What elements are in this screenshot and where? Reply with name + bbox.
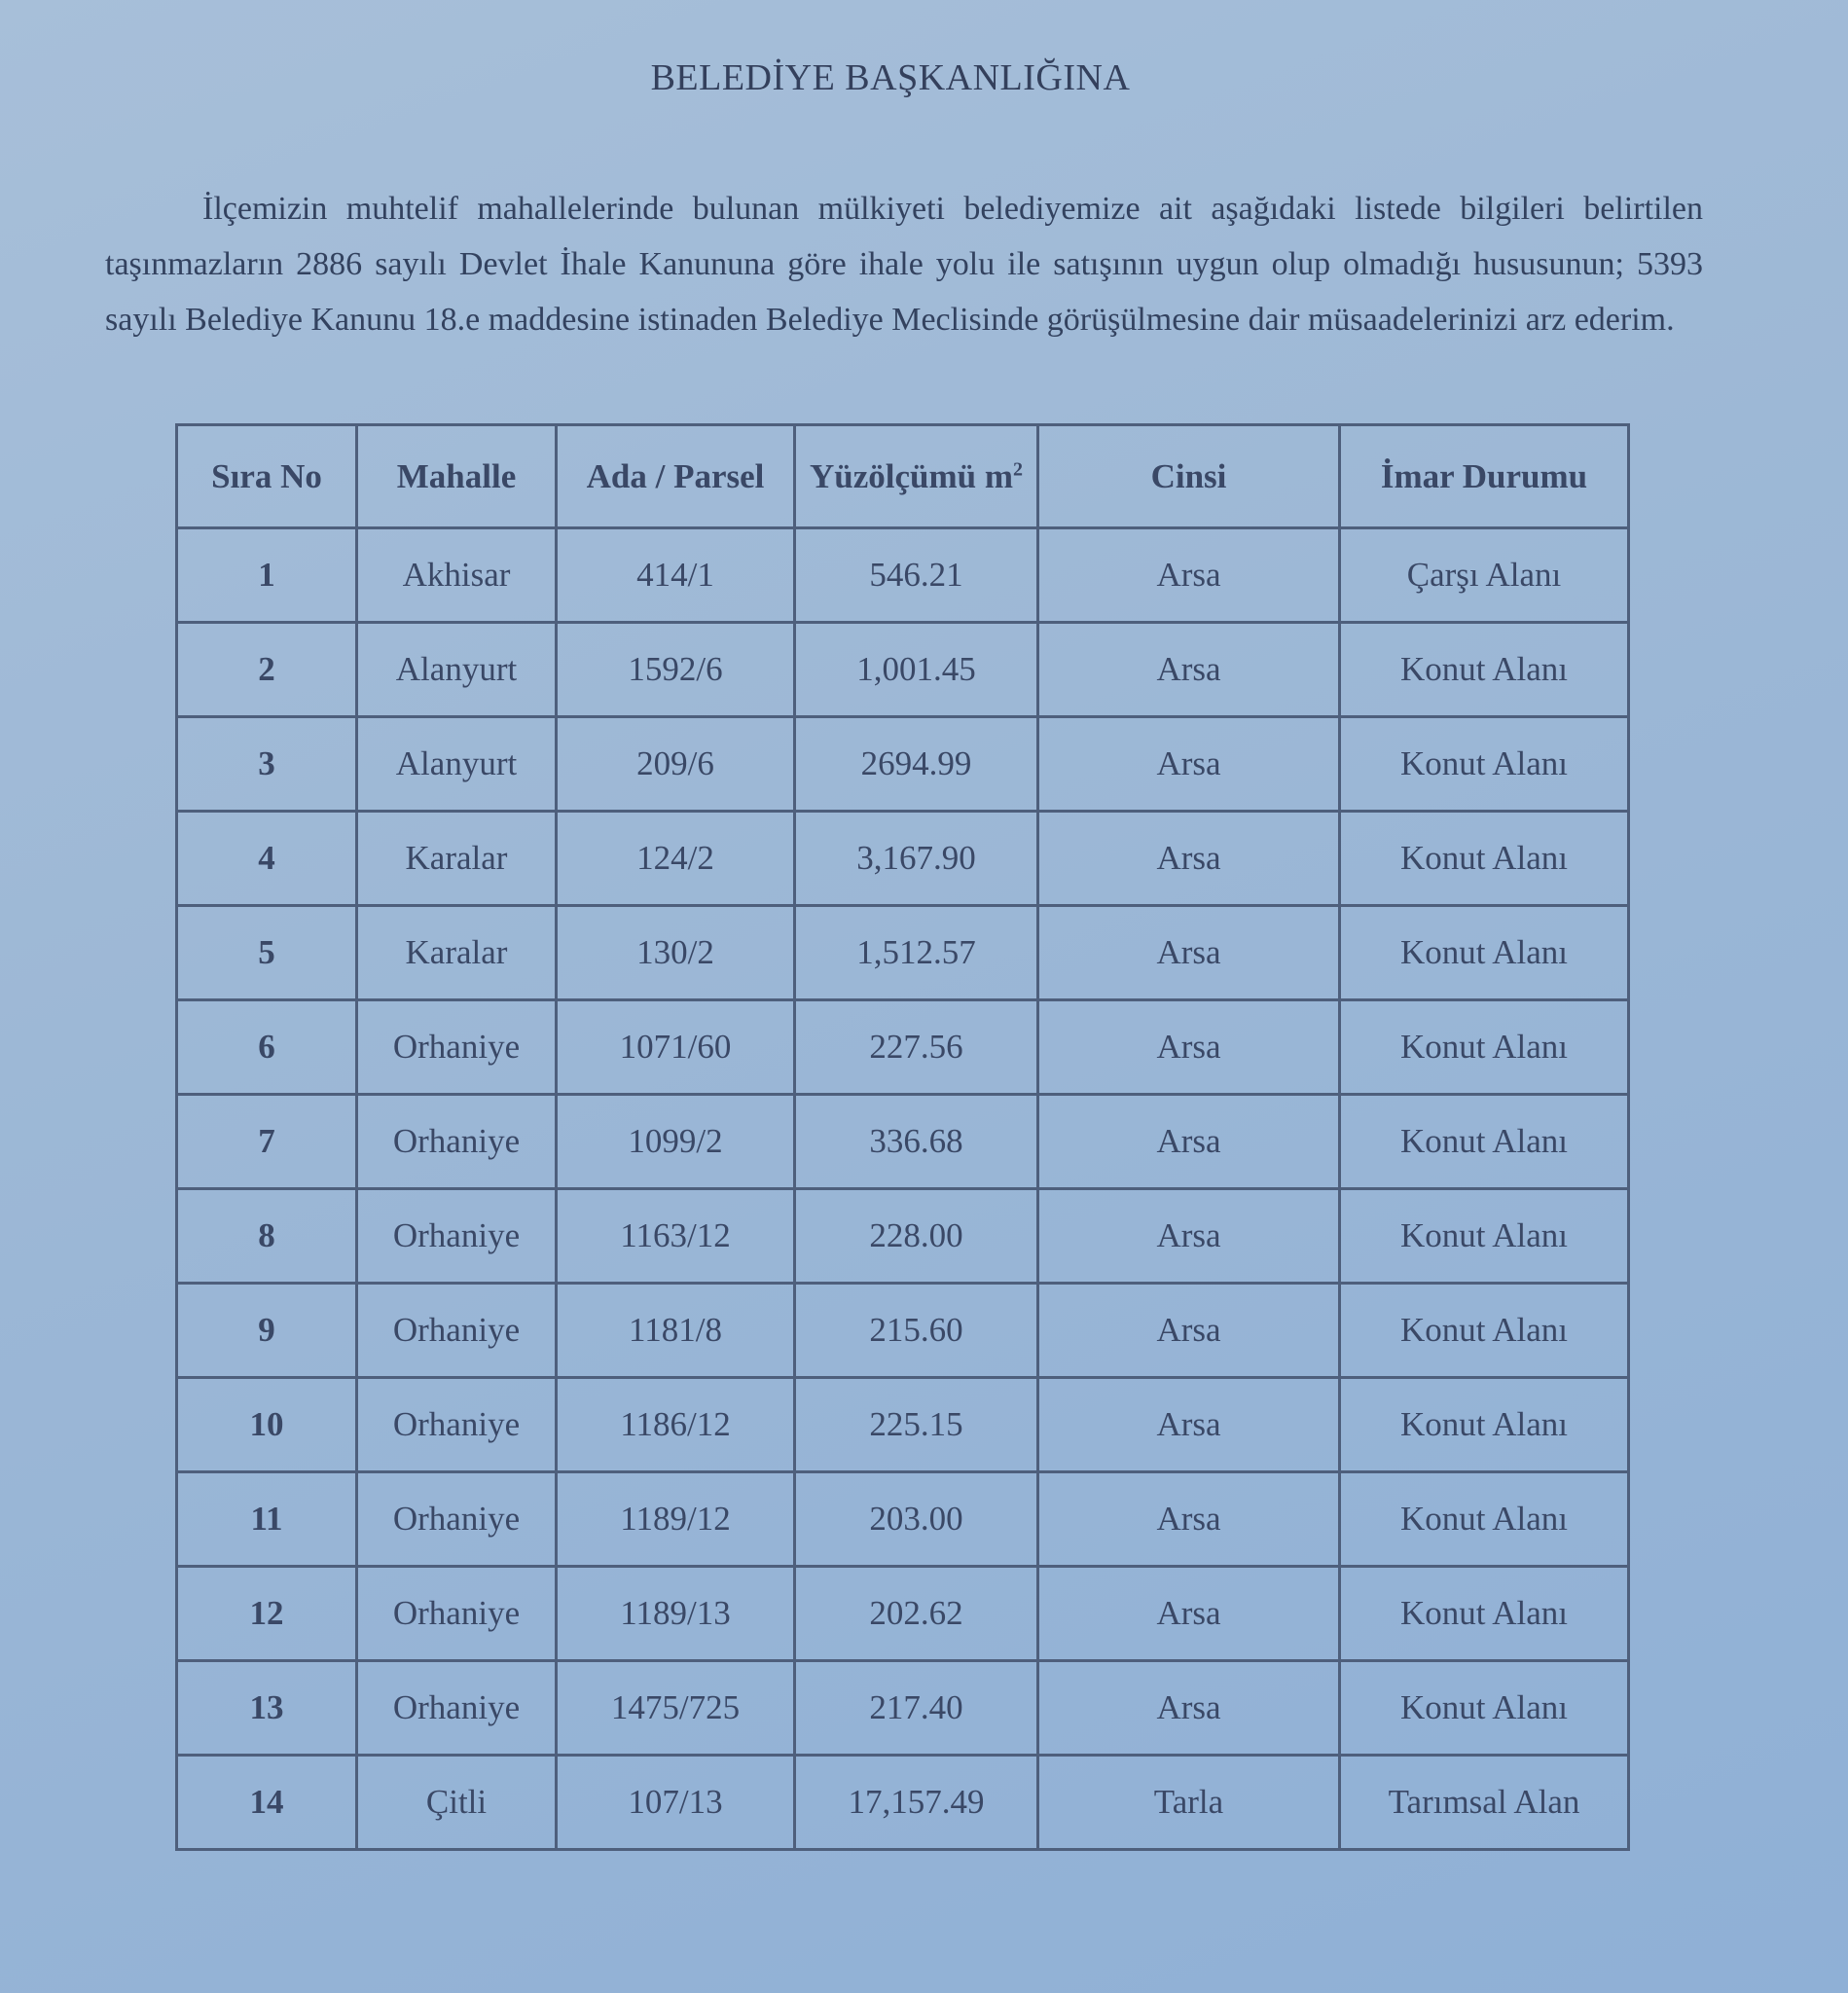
header-ada-parsel: Ada / Parsel	[557, 425, 795, 528]
table-row	[177, 1661, 1629, 1756]
cell-imar-durumu: Konut Alanı	[1340, 812, 1629, 906]
cell-mahalle: Orhaniye	[357, 1095, 557, 1189]
header-yuzolcumu	[795, 425, 1038, 528]
cell-mahalle: Akhisar	[357, 528, 557, 623]
cell-imar-durumu: Çarşı Alanı	[1340, 528, 1629, 623]
cell-ada-parsel: 414/1	[557, 528, 795, 623]
cell-sira-no: 9	[177, 1284, 357, 1378]
cell-imar-durumu: Konut Alanı	[1340, 1661, 1629, 1756]
cell-mahalle: Çitli	[357, 1756, 557, 1850]
cell-mahalle: Orhaniye	[357, 1284, 557, 1378]
cell-sira-no: 4	[177, 812, 357, 906]
cell-mahalle: Orhaniye	[357, 1567, 557, 1661]
cell-mahalle: Alanyurt	[357, 717, 557, 812]
cell-sira-no: 1	[177, 528, 357, 623]
cell-yuzolcumu: 225.15	[795, 1378, 1038, 1472]
cell-sira-no: 3	[177, 717, 357, 812]
cell-ada-parsel: 1189/12	[557, 1472, 795, 1567]
cell-imar-durumu: Konut Alanı	[1340, 1284, 1629, 1378]
cell-cinsi: Arsa	[1038, 1567, 1340, 1661]
cell-ada-parsel: 1189/13	[557, 1567, 795, 1661]
cell-yuzolcumu: 202.62	[795, 1567, 1038, 1661]
header-yuzolcumu-superscript: 2	[1013, 457, 1024, 480]
cell-cinsi: Arsa	[1038, 623, 1340, 717]
table-row	[177, 1567, 1629, 1661]
cell-ada-parsel: 1592/6	[557, 623, 795, 717]
document-title: BELEDİYE BAŞKANLIĞINA	[650, 57, 1131, 98]
cell-ada-parsel: 209/6	[557, 717, 795, 812]
cell-ada-parsel: 107/13	[557, 1756, 795, 1850]
cell-cinsi: Tarla	[1038, 1756, 1340, 1850]
cell-imar-durumu: Konut Alanı	[1340, 1095, 1629, 1189]
cell-sira-no: 5	[177, 906, 357, 1000]
cell-cinsi: Arsa	[1038, 717, 1340, 812]
cell-mahalle: Orhaniye	[357, 1000, 557, 1095]
cell-ada-parsel: 124/2	[557, 812, 795, 906]
header-cinsi: Cinsi	[1038, 425, 1340, 528]
cell-imar-durumu: Konut Alanı	[1340, 1000, 1629, 1095]
cell-mahalle: Alanyurt	[357, 623, 557, 717]
table-row	[177, 717, 1629, 812]
cell-sira-no: 11	[177, 1472, 357, 1567]
cell-ada-parsel: 1475/725	[557, 1661, 795, 1756]
cell-cinsi: Arsa	[1038, 1661, 1340, 1756]
parcel-table-container	[175, 423, 1627, 1851]
cell-cinsi: Arsa	[1038, 1378, 1340, 1472]
table-row	[177, 812, 1629, 906]
cell-cinsi: Arsa	[1038, 528, 1340, 623]
header-sira-no: Sıra No	[177, 425, 357, 528]
cell-mahalle: Karalar	[357, 812, 557, 906]
cell-sira-no: 12	[177, 1567, 357, 1661]
cell-yuzolcumu: 17,157.49	[795, 1756, 1038, 1850]
cell-ada-parsel: 130/2	[557, 906, 795, 1000]
cell-imar-durumu: Konut Alanı	[1340, 1189, 1629, 1284]
cell-imar-durumu: Konut Alanı	[1340, 1472, 1629, 1567]
cell-sira-no: 7	[177, 1095, 357, 1189]
header-yuzolcumu-label: Yüzölçümü m	[809, 456, 1014, 495]
cell-cinsi: Arsa	[1038, 812, 1340, 906]
cell-ada-parsel: 1186/12	[557, 1378, 795, 1472]
table-header-row	[177, 425, 1629, 528]
cell-mahalle: Orhaniye	[357, 1378, 557, 1472]
cell-ada-parsel: 1099/2	[557, 1095, 795, 1189]
document-body-paragraph: İlçemizin muhtelif mahallelerinde bulunan mülkiyeti belediyemize ait aşağıdaki listede bilgileri belirtilen taşınmazların 2886 sayılı Devlet İhale Kanununa göre ihale yolu ile satışının uygun olup olmadığı hususunun; 5393 sayılı Belediye Kanunu 18.e maddesine istinaden Belediye Meclisinde görüşülmesine dair müsaadelerinizi arz ederim.	[105, 191, 1703, 338]
cell-mahalle: Orhaniye	[357, 1661, 557, 1756]
header-imar-durumu: İmar Durumu	[1340, 425, 1629, 528]
cell-mahalle: Karalar	[357, 906, 557, 1000]
cell-yuzolcumu: 228.00	[795, 1189, 1038, 1284]
cell-yuzolcumu: 217.40	[795, 1661, 1038, 1756]
cell-sira-no: 13	[177, 1661, 357, 1756]
cell-ada-parsel: 1163/12	[557, 1189, 795, 1284]
cell-mahalle: Orhaniye	[357, 1472, 557, 1567]
table-row	[177, 1284, 1629, 1378]
cell-yuzolcumu: 203.00	[795, 1472, 1038, 1567]
cell-imar-durumu: Konut Alanı	[1340, 906, 1629, 1000]
table-row	[177, 1000, 1629, 1095]
cell-yuzolcumu: 2694.99	[795, 717, 1038, 812]
table-row	[177, 1095, 1629, 1189]
parcel-table	[175, 423, 1630, 1851]
header-mahalle: Mahalle	[357, 425, 557, 528]
cell-imar-durumu: Konut Alanı	[1340, 717, 1629, 812]
cell-yuzolcumu: 336.68	[795, 1095, 1038, 1189]
cell-sira-no: 2	[177, 623, 357, 717]
cell-yuzolcumu: 215.60	[795, 1284, 1038, 1378]
table-body	[177, 528, 1629, 1850]
cell-cinsi: Arsa	[1038, 906, 1340, 1000]
cell-sira-no: 14	[177, 1756, 357, 1850]
cell-imar-durumu: Tarımsal Alan	[1340, 1756, 1629, 1850]
cell-yuzolcumu: 227.56	[795, 1000, 1038, 1095]
cell-cinsi: Arsa	[1038, 1095, 1340, 1189]
cell-imar-durumu: Konut Alanı	[1340, 1567, 1629, 1661]
table-row	[177, 528, 1629, 623]
cell-sira-no: 10	[177, 1378, 357, 1472]
cell-cinsi: Arsa	[1038, 1189, 1340, 1284]
cell-sira-no: 8	[177, 1189, 357, 1284]
table-row	[177, 1189, 1629, 1284]
cell-cinsi: Arsa	[1038, 1000, 1340, 1095]
table-row	[177, 1756, 1629, 1850]
cell-imar-durumu: Konut Alanı	[1340, 623, 1629, 717]
cell-sira-no: 6	[177, 1000, 357, 1095]
cell-cinsi: Arsa	[1038, 1472, 1340, 1567]
cell-yuzolcumu: 3,167.90	[795, 812, 1038, 906]
table-row	[177, 906, 1629, 1000]
cell-ada-parsel: 1181/8	[557, 1284, 795, 1378]
table-row	[177, 1472, 1629, 1567]
cell-yuzolcumu: 1,512.57	[795, 906, 1038, 1000]
table-row	[177, 1378, 1629, 1472]
cell-yuzolcumu: 546.21	[795, 528, 1038, 623]
cell-yuzolcumu: 1,001.45	[795, 623, 1038, 717]
cell-cinsi: Arsa	[1038, 1284, 1340, 1378]
cell-imar-durumu: Konut Alanı	[1340, 1378, 1629, 1472]
table-row	[177, 623, 1629, 717]
cell-ada-parsel: 1071/60	[557, 1000, 795, 1095]
cell-mahalle: Orhaniye	[357, 1189, 557, 1284]
